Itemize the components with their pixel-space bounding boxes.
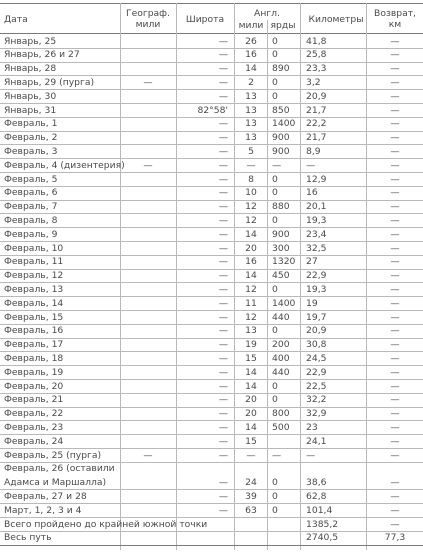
row-return-km: — xyxy=(390,63,400,75)
row-return-km: — xyxy=(390,201,400,213)
header-bottom-rule xyxy=(0,33,423,34)
row-eng-yards: 0 xyxy=(272,490,278,502)
row-latitude: — xyxy=(218,421,228,433)
row-eng-miles: 14 xyxy=(245,366,257,378)
row-km: 25,8 xyxy=(306,49,327,61)
row-eng-yards: 0 xyxy=(272,187,278,199)
row-eng-yards: 850 xyxy=(272,104,290,116)
row-eng-miles: 13 xyxy=(245,118,257,130)
row-km: 20,1 xyxy=(306,201,327,213)
row-km: 3,2 xyxy=(306,76,321,88)
row-eng-yards: 0 xyxy=(272,49,278,61)
row-eng-yards: 200 xyxy=(272,339,290,351)
row-return-km: — xyxy=(390,49,400,61)
row-return-km: — xyxy=(390,256,400,268)
row-eng-miles: 14 xyxy=(245,421,257,433)
row-eng-yards: 0 xyxy=(272,90,278,102)
row-eng-yards: 300 xyxy=(272,242,290,254)
row-rule xyxy=(0,351,423,352)
row-km: — xyxy=(306,449,316,461)
row-km: 23 xyxy=(306,421,318,433)
row-rule xyxy=(0,420,423,421)
row-latitude: — xyxy=(218,118,228,130)
row-latitude: — xyxy=(218,270,228,282)
row-eng-yards: 0 xyxy=(272,380,278,392)
row-eng-yards: 880 xyxy=(272,201,290,213)
row-return-km: — xyxy=(390,380,400,392)
table-top-rule xyxy=(0,3,423,4)
row-return-km: — xyxy=(390,132,400,144)
row-date: Февраль, 11 xyxy=(4,256,64,268)
row-km: 22,9 xyxy=(306,270,327,282)
row-km: 27 xyxy=(306,256,318,268)
row-date: Февраль, 17 xyxy=(4,339,64,351)
row-return-km: — xyxy=(390,159,400,171)
row-eng-miles: 15 xyxy=(245,435,257,447)
row-eng-yards: 900 xyxy=(272,228,290,240)
header-eng: Англ. xyxy=(254,8,280,19)
row-eng-miles: 14 xyxy=(245,228,257,240)
row-return-km: — xyxy=(390,270,400,282)
row-latitude: — xyxy=(218,256,228,268)
row-eng-miles: 15 xyxy=(245,352,257,364)
row-return-km: — xyxy=(390,35,400,47)
row-km: 41,8 xyxy=(306,35,327,47)
row-km: 24,5 xyxy=(306,352,327,364)
row-eng-yards: 0 xyxy=(272,325,278,337)
row-km: 19,3 xyxy=(306,283,327,295)
row-geo-miles: — xyxy=(143,76,153,88)
row-eng-yards: 0 xyxy=(272,504,278,516)
row-km: — xyxy=(306,159,316,171)
row-km: 20,9 xyxy=(306,90,327,102)
row-date: Февраль, 22 xyxy=(4,408,64,420)
total-return-km: — xyxy=(390,518,400,530)
row-eng-yards: 1400 xyxy=(272,297,296,309)
row-latitude: — xyxy=(218,394,228,406)
row-date: Февраль, 26 (оставили xyxy=(4,463,115,475)
row-return-km: — xyxy=(390,145,400,157)
row-eng-yards: 0 xyxy=(272,35,278,47)
row-eng-yards: — xyxy=(272,159,282,171)
total-km: 2740,5 xyxy=(306,532,339,544)
row-eng-yards: 500 xyxy=(272,421,290,433)
col-divider xyxy=(300,3,301,550)
row-eng-miles: 13 xyxy=(245,132,257,144)
row-eng-yards: 0 xyxy=(272,214,278,226)
header-geo-line1: Географ. xyxy=(126,8,170,19)
row-eng-yards: 450 xyxy=(272,270,290,282)
row-date: Февраль, 10 xyxy=(4,242,64,254)
row-return-km: — xyxy=(390,408,400,420)
row-geo-miles: — xyxy=(143,159,153,171)
row-latitude: — xyxy=(218,352,228,364)
row-eng-miles: 14 xyxy=(245,380,257,392)
row-km: 23,3 xyxy=(306,63,327,75)
row-date: Январь, 31 xyxy=(4,104,57,116)
row-rule xyxy=(0,489,423,490)
row-eng-miles: 11 xyxy=(245,297,257,309)
header-miles: мили xyxy=(238,20,264,31)
row-eng-yards: 800 xyxy=(272,408,290,420)
row-latitude: — xyxy=(218,90,228,102)
header-yards: ярды xyxy=(270,20,296,31)
row-latitude: — xyxy=(218,35,228,47)
row-return-km: — xyxy=(390,490,400,502)
row-eng-miles: 5 xyxy=(248,145,254,157)
total-rule xyxy=(0,545,423,546)
row-eng-miles: 24 xyxy=(245,477,257,489)
row-date: Январь, 30 xyxy=(4,90,57,102)
row-date: Январь, 25 xyxy=(4,35,57,47)
row-date: Февраль, 4 (дизентерия) xyxy=(4,159,125,171)
row-km: 30,8 xyxy=(306,339,327,351)
row-km: 12,9 xyxy=(306,173,327,185)
col-divider xyxy=(267,20,268,550)
header-km: Километры xyxy=(308,14,364,25)
row-km: 32,5 xyxy=(306,242,327,254)
row-latitude: — xyxy=(218,339,228,351)
row-return-km: — xyxy=(390,228,400,240)
row-eng-miles: 39 xyxy=(245,490,257,502)
row-date: Февраль, 8 xyxy=(4,214,58,226)
row-latitude: — xyxy=(218,187,228,199)
row-latitude: — xyxy=(218,435,228,447)
row-latitude: — xyxy=(218,366,228,378)
row-km: 22,5 xyxy=(306,380,327,392)
row-km: 24,1 xyxy=(306,435,327,447)
row-eng-yards: 0 xyxy=(272,173,278,185)
row-latitude: — xyxy=(218,242,228,254)
row-return-km: — xyxy=(390,311,400,323)
row-latitude: — xyxy=(218,504,228,516)
row-latitude: — xyxy=(218,214,228,226)
row-eng-miles: 13 xyxy=(245,325,257,337)
row-latitude: — xyxy=(218,49,228,61)
row-return-km: — xyxy=(390,352,400,364)
row-km: 22,2 xyxy=(306,118,327,130)
row-km: 19,3 xyxy=(306,214,327,226)
row-eng-yards: 0 xyxy=(272,477,278,489)
row-eng-miles: 13 xyxy=(245,104,257,116)
row-km: 38,6 xyxy=(306,477,327,489)
row-return-km: — xyxy=(390,394,400,406)
row-eng-miles: 14 xyxy=(245,270,257,282)
row-return-km: — xyxy=(390,449,400,461)
row-eng-miles: 13 xyxy=(245,90,257,102)
row-eng-yards: 400 xyxy=(272,352,290,364)
row-latitude: — xyxy=(218,76,228,88)
row-eng-yards: 900 xyxy=(272,145,290,157)
header-ret-line2: км xyxy=(388,19,402,30)
row-km: 22,9 xyxy=(306,366,327,378)
row-km: 32,2 xyxy=(306,394,327,406)
row-date: Февраль, 23 xyxy=(4,421,64,433)
row-latitude: — xyxy=(218,173,228,185)
row-latitude: — xyxy=(218,311,228,323)
row-eng-yards: — xyxy=(272,449,282,461)
row-date: Февраль, 20 xyxy=(4,380,64,392)
row-date: Февраль, 27 и 28 xyxy=(4,490,87,502)
row-eng-miles: 20 xyxy=(245,394,257,406)
row-latitude: — xyxy=(218,159,228,171)
row-return-km: — xyxy=(390,477,400,489)
row-eng-miles: 10 xyxy=(245,187,257,199)
row-rule xyxy=(0,144,423,145)
row-km: 19 xyxy=(306,297,318,309)
row-eng-miles: 12 xyxy=(245,283,257,295)
row-eng-yards: 1400 xyxy=(272,118,296,130)
row-eng-miles: 12 xyxy=(245,311,257,323)
row-date: Февраль, 18 xyxy=(4,352,64,364)
row-eng-yards: 900 xyxy=(272,132,290,144)
row-return-km: — xyxy=(390,76,400,88)
row-eng-miles: 63 xyxy=(245,504,257,516)
row-km: 19,7 xyxy=(306,311,327,323)
row-latitude: — xyxy=(218,63,228,75)
header-ret-line1: Возврат, xyxy=(374,8,416,19)
row-date: Январь, 29 (пурга) xyxy=(4,76,95,88)
row-return-km: — xyxy=(390,366,400,378)
row-date: Февраль, 9 xyxy=(4,228,58,240)
row-km: 21,7 xyxy=(306,104,327,116)
row-return-km: — xyxy=(390,242,400,254)
row-eng-yards: 0 xyxy=(272,76,278,88)
row-return-km: — xyxy=(390,214,400,226)
row-date: Февраль, 1 xyxy=(4,118,58,130)
row-date: Март, 1, 2, 3 и 4 xyxy=(4,504,82,516)
row-date: Январь, 26 и 27 xyxy=(4,49,80,61)
total-label: Весь путь xyxy=(4,532,52,544)
row-eng-yards: 0 xyxy=(272,283,278,295)
row-return-km: — xyxy=(390,435,400,447)
row-latitude: — xyxy=(218,297,228,309)
row-return-km: — xyxy=(390,325,400,337)
row-date: Февраль, 7 xyxy=(4,201,58,213)
row-date: Февраль, 3 xyxy=(4,145,58,157)
row-return-km: — xyxy=(390,297,400,309)
row-km: 8,9 xyxy=(306,145,321,157)
row-return-km: — xyxy=(390,118,400,130)
row-date: Февраль, 5 xyxy=(4,173,58,185)
row-eng-miles: 12 xyxy=(245,214,257,226)
row-date: Февраль, 6 xyxy=(4,187,58,199)
row-date: Адамса и Маршалла) xyxy=(4,477,107,489)
row-date: Февраль, 12 xyxy=(4,270,64,282)
row-latitude: — xyxy=(218,132,228,144)
row-date: Февраль, 21 xyxy=(4,394,64,406)
row-km: 101,4 xyxy=(306,504,333,516)
row-latitude: — xyxy=(218,449,228,461)
row-date: Февраль, 16 xyxy=(4,325,64,337)
row-return-km: — xyxy=(390,104,400,116)
row-eng-miles: — xyxy=(246,159,256,171)
row-latitude: — xyxy=(218,490,228,502)
row-latitude: — xyxy=(218,201,228,213)
row-km: 62,8 xyxy=(306,490,327,502)
row-latitude: — xyxy=(218,380,228,392)
row-eng-miles: 14 xyxy=(245,63,257,75)
row-return-km: — xyxy=(390,90,400,102)
header-ret xyxy=(367,8,423,30)
row-km: 16 xyxy=(306,187,318,199)
row-eng-miles: 20 xyxy=(245,408,257,420)
row-geo-miles: — xyxy=(143,449,153,461)
row-return-km: — xyxy=(390,421,400,433)
row-km: 23,4 xyxy=(306,228,327,240)
row-latitude: — xyxy=(218,145,228,157)
row-rule xyxy=(0,75,423,76)
row-latitude: — xyxy=(218,325,228,337)
row-return-km: — xyxy=(390,504,400,516)
row-latitude: 82°58' xyxy=(197,104,228,116)
row-eng-yards: 440 xyxy=(272,311,290,323)
row-date: Февраль, 19 xyxy=(4,366,64,378)
row-latitude: — xyxy=(218,408,228,420)
row-return-km: — xyxy=(390,173,400,185)
total-km: 1385,2 xyxy=(306,518,339,530)
row-eng-miles: 26 xyxy=(245,35,257,47)
row-km: 20,9 xyxy=(306,325,327,337)
row-rule xyxy=(0,213,423,214)
row-eng-miles: 19 xyxy=(245,339,257,351)
row-date: Февраль, 24 xyxy=(4,435,64,447)
row-eng-miles: — xyxy=(246,449,256,461)
row-eng-yards: 440 xyxy=(272,366,290,378)
row-rule xyxy=(0,282,423,283)
row-date: Февраль, 25 (пурга) xyxy=(4,449,102,461)
row-latitude: — xyxy=(218,228,228,240)
row-return-km: — xyxy=(390,339,400,351)
row-eng-yards: 0 xyxy=(272,394,278,406)
row-date: Февраль, 15 xyxy=(4,311,64,323)
row-eng-miles: 16 xyxy=(245,49,257,61)
header-lat: Широта xyxy=(185,14,225,25)
row-date: Февраль, 14 xyxy=(4,297,64,309)
row-eng-miles: 2 xyxy=(248,76,254,88)
header-date: Дата xyxy=(4,14,28,25)
row-latitude: — xyxy=(218,283,228,295)
row-eng-yards: 1320 xyxy=(272,256,296,268)
row-eng-yards: 890 xyxy=(272,63,290,75)
total-label: Всего пройдено до крайней южной точки xyxy=(4,518,208,530)
row-km: 21,7 xyxy=(306,132,327,144)
row-latitude: — xyxy=(218,477,228,489)
header-geo xyxy=(120,8,176,30)
row-eng-miles: 12 xyxy=(245,201,257,213)
header-geo-line2: мили xyxy=(135,19,161,30)
col-divider xyxy=(234,3,235,550)
row-date: Январь, 28 xyxy=(4,63,57,75)
row-eng-miles: 20 xyxy=(245,242,257,254)
row-return-km: — xyxy=(390,187,400,199)
total-return-km: 77,3 xyxy=(384,532,406,544)
row-eng-miles: 16 xyxy=(245,256,257,268)
row-return-km: — xyxy=(390,283,400,295)
row-date: Февраль, 2 xyxy=(4,132,58,144)
row-eng-miles: 8 xyxy=(248,173,254,185)
row-km: 32,9 xyxy=(306,408,327,420)
row-date: Февраль, 13 xyxy=(4,283,64,295)
